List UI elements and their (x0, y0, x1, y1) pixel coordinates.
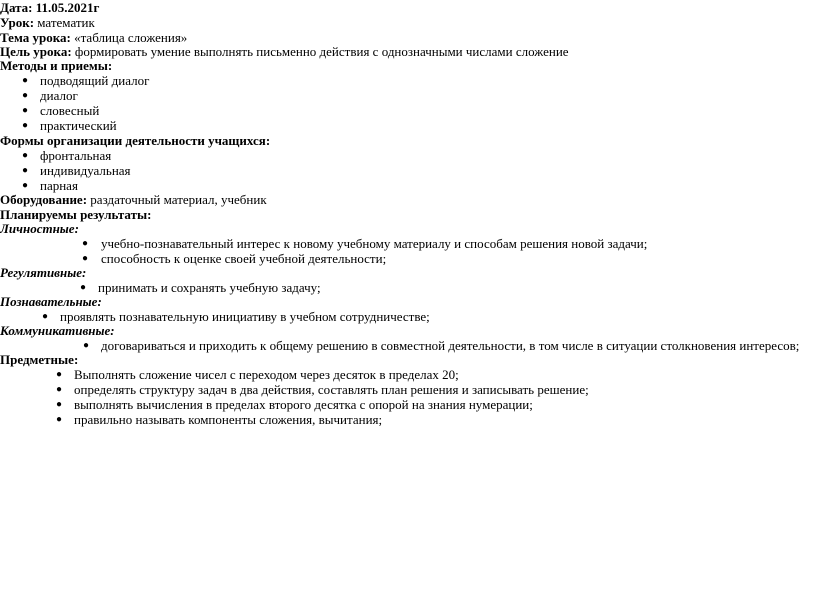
equipment-value: раздаточный материал, учебник (90, 192, 267, 207)
date-value: 11.05.2021г (35, 0, 100, 15)
equipment-label: Оборудование: (0, 192, 88, 207)
cognitive-heading: Познавательные: (0, 294, 102, 309)
bullet-icon: ● (83, 340, 90, 351)
lesson-line (0, 15, 95, 30)
topic-line (0, 30, 187, 45)
bullet-icon: ● (56, 414, 63, 425)
goal-label: Цель урока: (0, 44, 72, 59)
bullet-icon: ● (22, 75, 29, 86)
bullet-icon: ● (82, 238, 89, 249)
methods-heading: Методы и приемы: (0, 58, 113, 73)
goal-line (0, 44, 569, 59)
results-heading: Планируемы результаты: (0, 207, 152, 222)
equipment-line (0, 192, 267, 207)
bullet-icon: ● (22, 90, 29, 101)
forms-heading: Формы организации деятельности учащихся: (0, 133, 271, 148)
regulatory-heading: Регулятивные: (0, 265, 87, 280)
bullet-icon: ● (22, 165, 29, 176)
subject-heading: Предметные: (0, 352, 79, 367)
date-label: Дата: (0, 0, 33, 15)
bullet-icon: ● (22, 150, 29, 161)
bullet-icon: ● (22, 180, 29, 191)
bullet-icon: ● (82, 253, 89, 264)
date-line (0, 0, 99, 15)
topic-label: Тема урока: (0, 30, 71, 45)
bullet-icon: ● (80, 282, 87, 293)
bullet-icon: ● (56, 384, 63, 395)
bullet-icon: ● (42, 311, 49, 322)
lesson-value: математик (37, 15, 95, 30)
personal-heading: Личностные: (0, 221, 79, 236)
goal-value: формировать умение выполнять письменно действия с однозначными числами сложение (74, 44, 569, 59)
communicative-heading: Коммуникативные: (0, 323, 115, 338)
bullet-icon: ● (56, 399, 63, 410)
topic-value: «таблица сложения» (74, 30, 188, 45)
bullet-icon: ● (56, 369, 63, 380)
bullet-icon: ● (22, 105, 29, 116)
lesson-label: Урок: (0, 15, 35, 30)
bullet-icon: ● (22, 120, 29, 131)
